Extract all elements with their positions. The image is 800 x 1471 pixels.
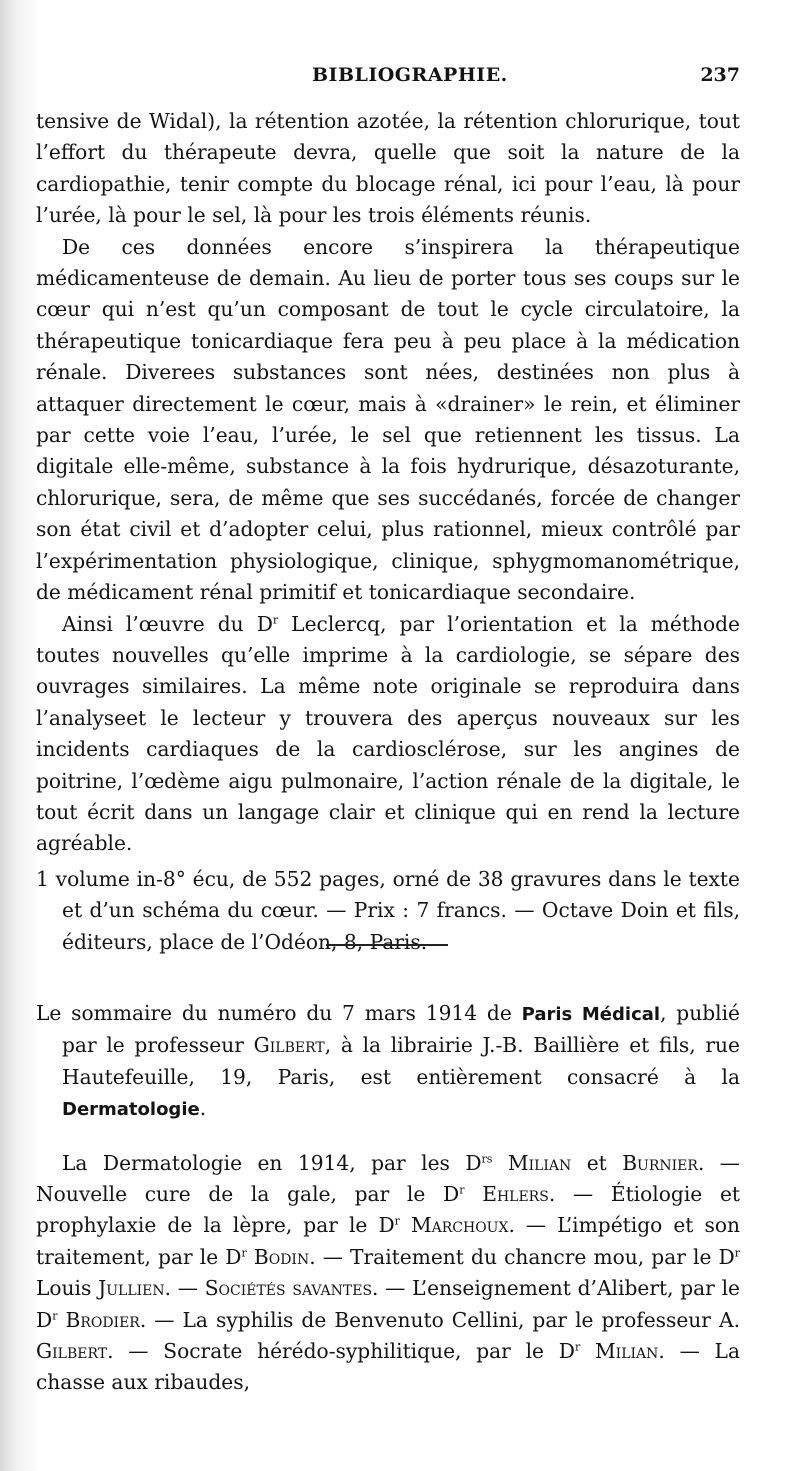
notice-contents: La Dermatologie en 1914, par les $D^{rs}$ Milian et Burnier. — Nouvelle cure de la gale, par le $D^r$ Ehlers. — Étiologie et prophylaxie de la lèpre, par le $D^r$ Marchoux. — L’impétigo et son traitement, par le $D^r$ Bodin. — Traitement du chancre mou, par le $D^r$ Louis Jullien. — Sociétés savantes. — L’enseignement d’Alibert, par le $D^r$ Brodier. — La syphilis de Benvenuto Cellini, par le professeur A. Gilbert. — Socrate hérédo-syphilitique, par le $D^r$ Milian. — La chasse aux ribaudes,	[36, 1150, 740, 1395]
bibliographic-details: 1 volume in-8° écu, de 552 pages, orné de 38 gravures dans le texte et d’un schéma du cœur. — Prix : 7 francs. — Octave Doin et fils, éditeurs, place de l’Odéon, 8, Paris.	[36, 866, 740, 954]
section-divider	[326, 944, 448, 946]
running-header	[36, 64, 740, 94]
page-number: 237	[700, 64, 740, 86]
journal-name: Paris Médical	[521, 1004, 661, 1025]
review-text	[36, 106, 740, 958]
notice-intro: Le sommaire du numéro du 7 mars 1914 de Paris Médical, publié par le professeur Gilbert, à la librairie J.-B. Baillière et fils, rue Hautefeuille, 19, Paris, est entièrement consacré à la Dermatologie.	[36, 1001, 741, 1121]
paragraph-conclusion: Ainsi l’œuvre du $D^r$ Leclercq, par l’orientation et la méthode toutes nouvelles qu’elle imprime à la cardiologie, se sépare des ouvrages similaires. La même note originale se reproduira dans l’analyseet le lecteur y trouvera des aperçus nouveaux sur les incidents cardiaques de la cardiosclérose, sur les angines de poitrine, l’œdème aigu pulmonaire, l’action rénale de la digitale, le tout écrit dans un langage clair et clinique qui en rend la lecture agréable.	[36, 611, 740, 856]
topic-name: Dermatologie	[62, 1099, 200, 1121]
paragraph-continued: tensive de Widal), la rétention azotée, la rétention chlorurique, tout l’effort du thérapeute devra, quelle que soit la nature de la cardiopathie, tenir compte du blocage rénal, ici pour l’eau, là pour l’urée, là pour le sel, là pour les trois éléments réunis.	[36, 109, 740, 228]
paris-medical-notice	[36, 998, 740, 1399]
paragraph-therapeutics: De ces données encore s’inspirera la thérapeutique médicamenteuse de demain. Au lieu de porter tous ses coups sur le cœur qui n’est qu’un composant de tout le cycle circulatoire, la thérapeutique tonicardiaque fera peu à peu place à la médication rénale. Diverees substances sont nées, destinées non plus à attaquer directement le cœur, mais à «drainer» le rein, et éliminer par cette voie l’eau, l’urée, le sel que retiennent les tissus. La digitale elle-même, substance à la fois hydrurique, désazoturante, chlorurique, sera, de même que ses succédanés, forcée de changer son état civil et d’adopter celui, plus rationnel, mieux contrôlé par l’expérimentation physiologique, clinique, sphygmomanométrique, de médicament rénal primitif et tonicardiaque secondaire.	[36, 234, 740, 605]
header-title: BIBLIOGRAPHIE.	[312, 64, 508, 86]
